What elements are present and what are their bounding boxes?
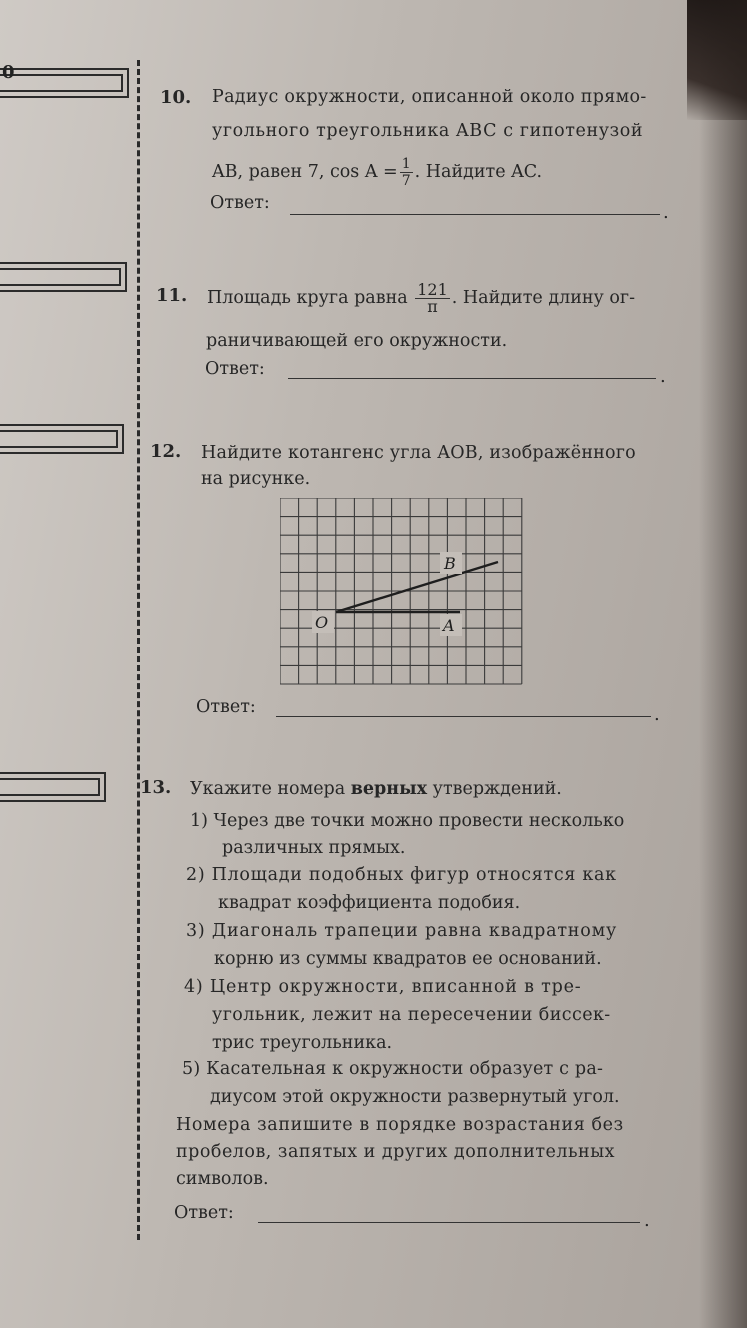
ray-OB xyxy=(336,562,498,612)
period: . xyxy=(660,366,666,387)
question-text-line xyxy=(212,156,542,189)
question-number: 13. xyxy=(140,777,172,798)
question-text-line xyxy=(190,776,562,803)
list-item-line: 4) Центр окружности, вписанной в тре- xyxy=(184,977,582,997)
fraction xyxy=(415,282,450,315)
text-part: AB, равен 7, cos A = xyxy=(212,162,398,182)
list-item-line: 5) Касательная к окружности образует с ра- xyxy=(182,1059,604,1079)
text-part: утверждений. xyxy=(432,779,562,799)
answer-box-12[interactable] xyxy=(0,424,124,454)
instruction-line: пробелов, запятых и других дополнительных xyxy=(176,1142,616,1162)
instruction-line: символов. xyxy=(176,1169,269,1189)
list-item-line: трис треугольника. xyxy=(212,1033,393,1053)
answer-label: Ответ: xyxy=(210,193,270,213)
list-item-line: 3) Диагональ трапеции равна квадратному xyxy=(186,921,618,941)
dashed-cut-line xyxy=(137,60,140,1240)
page-shadow xyxy=(699,0,747,1328)
answer-box-13[interactable] xyxy=(0,772,106,802)
list-item-line: 1) Через две точки можно провести несколько xyxy=(190,811,625,831)
point-label-B: B xyxy=(444,554,456,573)
question-text-line: Найдите котангенс угла AOB, изображённого xyxy=(201,443,636,463)
answer-label: Ответ: xyxy=(196,697,256,717)
fraction-denominator: 7 xyxy=(401,173,411,189)
list-item-line: диусом этой окружности развернутый угол. xyxy=(210,1087,620,1107)
question-number: 12. xyxy=(150,441,182,462)
text-part-bold: верных xyxy=(350,779,428,799)
answer-label: Ответ: xyxy=(205,359,265,379)
question-text-line: угольного треугольника ABC с гипотенузой xyxy=(212,121,644,141)
question-text-line xyxy=(207,282,635,315)
list-item-line: различных прямых. xyxy=(222,838,406,858)
point-label-O: O xyxy=(315,613,329,632)
answer-field[interactable] xyxy=(258,1222,640,1223)
answer-field[interactable] xyxy=(276,716,651,717)
list-item-line: угольник, лежит на пересечении биссек- xyxy=(212,1005,611,1025)
answer-label: Ответ: xyxy=(174,1203,234,1223)
question-text-line: раничивающей его окружности. xyxy=(206,331,508,351)
question-number: 10. xyxy=(160,87,192,108)
grid-figure xyxy=(280,498,540,686)
answer-box-10[interactable] xyxy=(0,68,129,98)
instruction-line: Номера запишите в порядке возрастания без xyxy=(176,1115,624,1135)
point-label-A: A xyxy=(443,616,455,635)
period: . xyxy=(663,202,669,223)
period: . xyxy=(654,704,660,725)
question-text-line: Радиус окружности, описанной около прямо- xyxy=(212,87,647,107)
text-part: Укажите номера xyxy=(190,779,346,799)
fraction-numerator: 121 xyxy=(417,280,448,299)
box-label: 0 xyxy=(2,62,15,83)
question-text-line: на рисунке. xyxy=(201,469,311,489)
text-part: . Найдите AC. xyxy=(414,162,543,182)
list-item-line: квадрат коэффициента подобия. xyxy=(218,893,521,913)
list-item-line: 2) Площади подобных фигур относятся как xyxy=(186,865,617,885)
list-item-line: корню из суммы квадратов ее оснований. xyxy=(214,949,602,969)
answer-box-11[interactable] xyxy=(0,262,127,292)
answer-field[interactable] xyxy=(288,378,656,379)
fraction-numerator: 1 xyxy=(401,156,411,172)
fraction-denominator: π xyxy=(427,297,438,316)
text-part: . Найдите длину ог- xyxy=(451,288,636,308)
fraction xyxy=(400,156,413,189)
period: . xyxy=(644,1210,650,1231)
answer-field[interactable] xyxy=(290,214,660,215)
text-part: Площадь круга равна xyxy=(207,288,408,308)
question-number: 11. xyxy=(156,285,188,306)
